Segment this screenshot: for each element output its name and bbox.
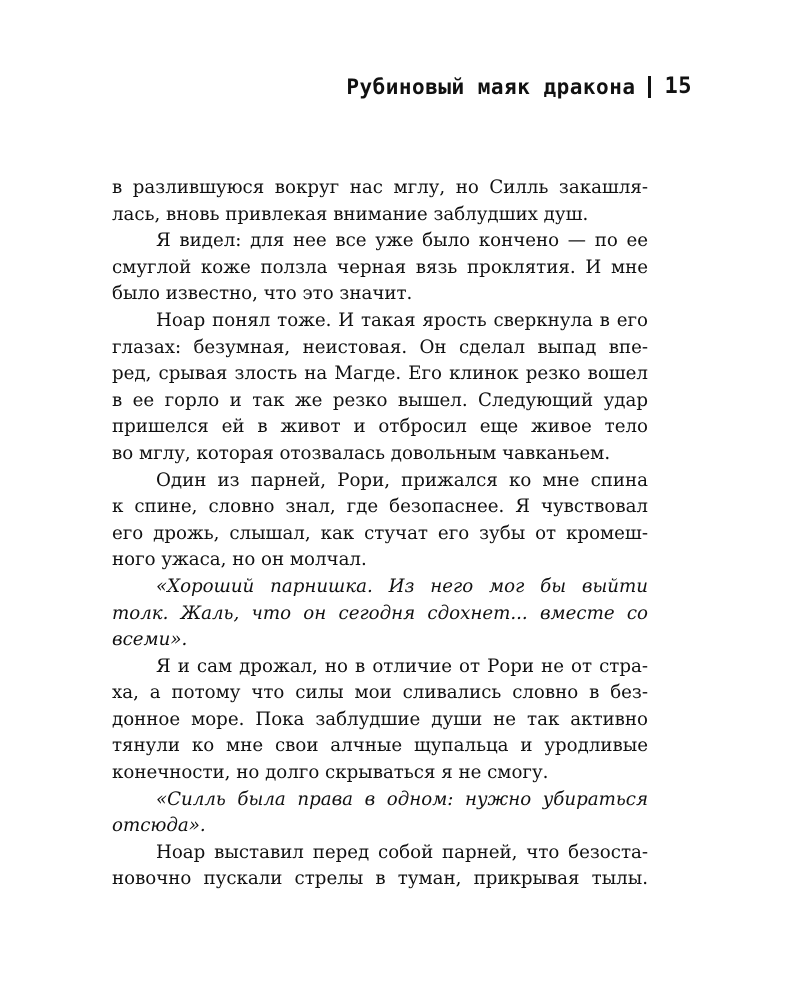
text-line: его дрожь, слышал, как стучат его зубы от кромеш- [112,522,648,544]
text-line: смуглой коже ползла черная вязь проклятия. И мне [112,256,648,278]
text-line: «Хороший парнишка. Из него мог бы выйти [156,575,648,597]
text-line: Ноар выставил перед собой парней, что безоста- [156,841,648,863]
text-line: «Силль была права в одном: нужно убираться [156,788,648,810]
text-line: глазах: безумная, неистовая. Он сделал выпад впе- [112,336,648,358]
text-line: Один из парней, Рори, прижался ко мне спина [156,469,648,491]
text-line: тянули ко мне свои алчные щупальца и уродливые [112,735,648,757]
running-header [346,74,692,99]
text-line: ред, срывая злость на Магде. Его клинок резко вошел [112,363,648,385]
body-text [112,175,648,893]
text-line: ного ужаса, но он молчал. [112,549,367,571]
text-line: всеми». [112,629,188,651]
text-line: донное море. Пока заблудшие души не так активно [112,708,648,730]
text-line: Ноар понял тоже. И такая ярость сверкнула в его [156,309,648,331]
text-line: отсюда». [112,815,206,837]
page-number: 15 [664,74,692,99]
text-line: во мглу, которая отозвалась довольным чавканьем. [112,442,611,464]
text-line: к спине, словно знал, где безопаснее. Я чувствовал [112,496,648,518]
text-line: в ее горло и так же резко вышел. Следующий удар [112,389,648,411]
text-line: новочно пускали стрелы в туман, прикрывая тылы. [112,868,648,890]
text-line: толк. Жаль, что он сегодня сдохнет... вместе со [112,602,648,624]
text-line: ха, а потому что силы мои сливались словно в без- [112,682,648,704]
text-line: Я и сам дрожал, но в отличие от Рори не от стра- [156,655,648,677]
text-line: пришелся ей в живот и отбросил еще живое тело [112,416,648,438]
text-line: конечности, но долго скрываться я не смогу. [112,762,549,784]
book-title: Рубиновый маяк дракона [346,74,636,99]
text-line: Я видел: для нее все уже было кончено — по ее [156,230,648,252]
text-line: лась, вновь привлекая внимание заблудших душ. [112,203,589,225]
text-line: было известно, что это значит. [112,283,413,305]
text-line: в разлившуюся вокруг нас мглу, но Силль закашля- [112,177,648,198]
header-separator [648,76,651,98]
